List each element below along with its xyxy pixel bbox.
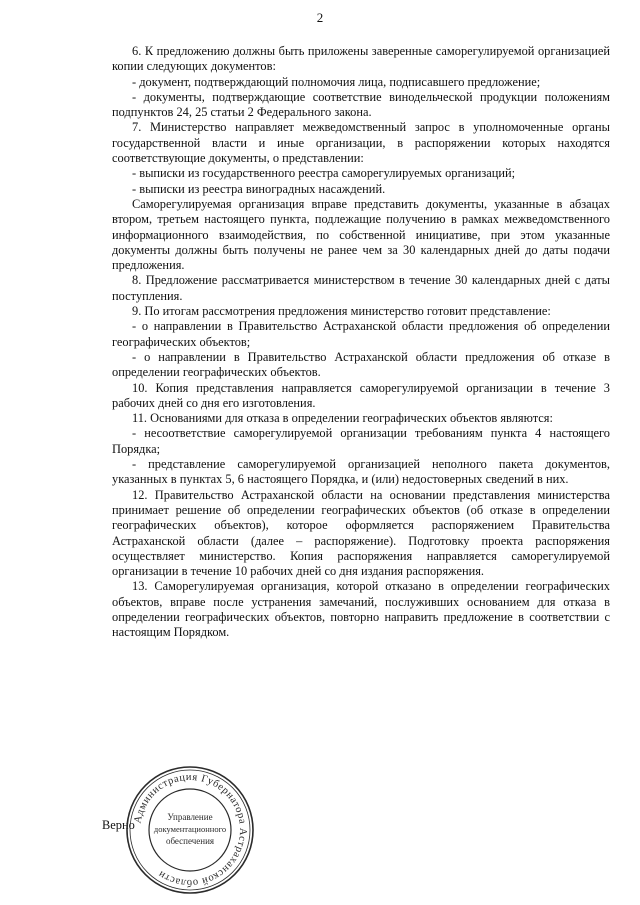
page-number: 2	[316, 10, 324, 25]
paragraph-6-item-1: - документ, подтверждающий полномочия лица, подписавшего предложение;	[132, 74, 541, 89]
stamp-center-line-1: Управление	[167, 812, 213, 822]
paragraph-11-item-2: - представление саморегулируемой организацией неполного пакета документов, указанных в пунктах 5, 6 настоящего Порядка, и (или) недостоверных сведений в них.	[112, 457, 610, 487]
paragraph-9-item-2: - о направлении в Правительство Астраханской области предложения об отказе в определении географических объектов.	[112, 349, 610, 380]
stamp-ring-text: Администрация Губернатора Астраханской области	[132, 771, 249, 889]
paragraph-11: 11. Основаниями для отказа в определении географических объектов являются:	[132, 411, 553, 426]
paragraph-6: 6. К предложению должны быть приложены заверенные саморегулируемой организацией копии следующих документов:	[112, 44, 610, 74]
paragraph-9: 9. По итогам рассмотрения предложения министерство готовит представление:	[132, 304, 551, 319]
paragraph-9-item-1: - о направлении в Правительство Астраханской области предложения об определении географических объектов;	[112, 319, 610, 349]
paragraph-8: 8. Предложение рассматривается министерством в течение 30 календарных дней с даты поступления.	[112, 273, 610, 303]
paragraph-7: 7. Министерство направляет межведомственный запрос в уполномоченные органы государственной власти и иные организации, в распоряжении которых находятся соответствующие документы, о представлении:	[112, 120, 610, 166]
paragraph-7-item-2: - выписки из реестра виноградных насаждений.	[132, 181, 386, 196]
paragraph-6-item-2: - документы, подтверждающие соответствие винодельческой продукции положениям подпунктов 24, 25 статьи 2 Федерального закона.	[112, 89, 610, 120]
paragraph-10: 10. Копия представления направляется саморегулируемой организации в течение 3 рабочих дней со дня его изготовления.	[112, 380, 610, 410]
stamp-center-line-2: документационного	[153, 824, 227, 834]
official-stamp-seal	[124, 764, 256, 896]
paragraph-13: 13. Саморегулируемая организация, которой отказано в определении географических объектов, вправе после устранения замечаний, послуживших основанием для отказа в определении географических объектов, повторно направить предложение в соответствии с настоящим Порядком.	[112, 579, 610, 640]
document-body	[112, 44, 610, 641]
paragraph-7-note: Саморегулируемая организация вправе представить документы, указанные в абзацах втором, третьем настоящего пункта, подлежащие получению в рамках межведомственного информационного взаимодействия, по собственной инициативе, при этом указанные документы должны быть получены не ранее чем за 30 календарных дней до даты подачи предложения.	[112, 196, 610, 273]
paragraph-7-item-1: - выписки из государственного реестра саморегулируемых организаций;	[132, 166, 516, 181]
stamp-center-line-3: обеспечения	[165, 836, 215, 846]
certification-label: Верно	[102, 818, 135, 832]
paragraph-11-item-1: - несоответствие саморегулируемой организации требованиям пункта 4 настоящего Порядка;	[112, 426, 610, 456]
paragraph-12: 12. Правительство Астраханской области на основании представления министерства принимает решение об определении географических объектов (об отказе в определении географических объектов), которое оформляется распоряжением Правительства Астраханской области (далее – распоряжение). Подготовку проекта распоряжения осуществляет министерство. Копия распоряжения направляется саморегулируемой организации в течение 10 рабочих дней со дня издания распоряжения.	[112, 487, 610, 579]
